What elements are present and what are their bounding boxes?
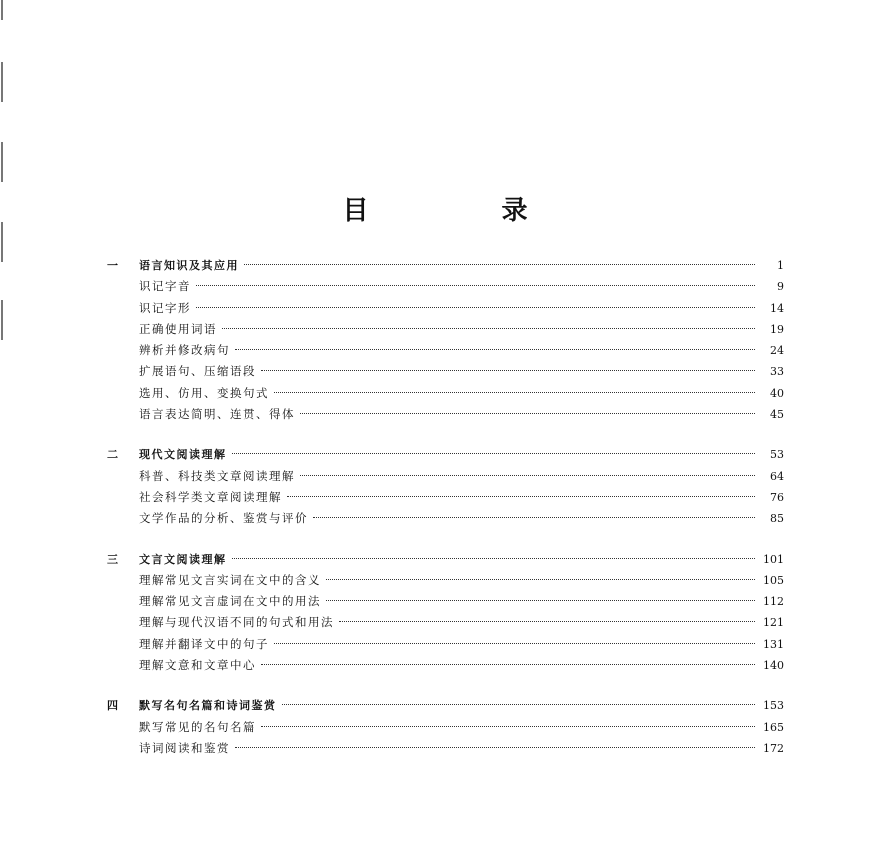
toc-section bbox=[0, 444, 870, 529]
toc-page-number: 40 bbox=[770, 386, 784, 400]
toc-entry-line bbox=[139, 612, 784, 633]
toc-entry-line bbox=[139, 549, 784, 570]
toc-page-number: 1 bbox=[777, 259, 784, 272]
dot-leader bbox=[196, 306, 755, 308]
toc-entry-line bbox=[139, 276, 784, 297]
toc-entry-line bbox=[139, 404, 784, 425]
toc-entry-title: 选用、仿用、变换句式 bbox=[139, 385, 269, 400]
toc-entry-title: 扩展语句、压缩语段 bbox=[139, 364, 256, 379]
toc-entry-line bbox=[139, 634, 784, 655]
toc-entry-title: 诗词阅读和鉴赏 bbox=[139, 740, 230, 755]
toc-page-number: 121 bbox=[763, 616, 784, 630]
toc-page-number: 24 bbox=[770, 344, 784, 358]
toc-entry-line bbox=[139, 738, 784, 759]
binding-edge-mark bbox=[1, 142, 3, 182]
toc-page-number: 14 bbox=[770, 301, 784, 315]
toc-section bbox=[0, 255, 870, 425]
toc-entry[interactable] bbox=[0, 466, 870, 487]
toc-entry[interactable] bbox=[0, 298, 870, 319]
dot-leader bbox=[261, 725, 755, 727]
toc-section-heading[interactable] bbox=[0, 255, 870, 276]
dot-leader bbox=[274, 642, 755, 644]
toc-section-heading[interactable] bbox=[0, 549, 870, 570]
toc-page-number: 140 bbox=[763, 659, 784, 673]
toc-section bbox=[0, 695, 870, 759]
section-number: 三 bbox=[107, 552, 118, 566]
toc-entry-title: 默写常见的名句名篇 bbox=[139, 719, 256, 734]
toc-entry[interactable] bbox=[0, 738, 870, 759]
toc-page-number: 45 bbox=[770, 408, 784, 422]
toc-page-number: 33 bbox=[770, 365, 784, 379]
toc-entry[interactable] bbox=[0, 591, 870, 612]
toc-entry-line bbox=[139, 508, 784, 529]
dot-leader bbox=[326, 578, 755, 580]
toc-page-number: 131 bbox=[763, 637, 784, 651]
dot-leader bbox=[222, 327, 755, 329]
toc-entry[interactable] bbox=[0, 717, 870, 738]
toc-page-number: 105 bbox=[763, 573, 784, 587]
toc-entry-line bbox=[139, 340, 784, 361]
toc-entry-title: 社会科学类文章阅读理解 bbox=[139, 489, 282, 504]
toc-section bbox=[0, 549, 870, 677]
toc-page-number: 53 bbox=[770, 448, 784, 462]
dot-leader bbox=[339, 620, 755, 622]
toc-entry-line bbox=[139, 383, 784, 404]
toc-entry-line bbox=[139, 361, 784, 382]
table-of-contents bbox=[0, 255, 870, 778]
toc-page-number: 153 bbox=[763, 699, 784, 713]
dot-leader bbox=[235, 746, 755, 748]
dot-leader bbox=[232, 452, 756, 454]
toc-entry-line bbox=[139, 319, 784, 340]
toc-page-number: 9 bbox=[777, 280, 784, 294]
section-number: 一 bbox=[107, 259, 118, 272]
toc-section-heading[interactable] bbox=[0, 695, 870, 716]
toc-page-number: 85 bbox=[770, 512, 784, 526]
toc-entry-line bbox=[139, 255, 784, 276]
toc-entry[interactable] bbox=[0, 361, 870, 382]
toc-entry-line bbox=[139, 655, 784, 676]
toc-entry[interactable] bbox=[0, 340, 870, 361]
toc-page-number: 172 bbox=[763, 741, 784, 755]
toc-entry-title: 文学作品的分析、鉴赏与评价 bbox=[139, 511, 308, 526]
toc-entry-line bbox=[139, 487, 784, 508]
toc-entry[interactable] bbox=[0, 655, 870, 676]
dot-leader bbox=[287, 495, 755, 497]
binding-edge-mark bbox=[1, 0, 3, 20]
toc-section-heading[interactable] bbox=[0, 444, 870, 465]
toc-entry-title: 科普、科技类文章阅读理解 bbox=[139, 468, 295, 483]
toc-page-number: 112 bbox=[763, 595, 784, 609]
toc-entry-title: 理解常见文言虚词在文中的用法 bbox=[139, 594, 321, 609]
dot-leader bbox=[261, 663, 755, 665]
toc-entry-title: 理解文意和文章中心 bbox=[139, 658, 256, 673]
toc-entry-title: 现代文阅读理解 bbox=[139, 448, 227, 462]
page-title: 目 录 bbox=[342, 196, 590, 226]
toc-entry-title: 识记字音 bbox=[139, 279, 191, 294]
dot-leader bbox=[261, 369, 755, 371]
dot-leader bbox=[196, 284, 755, 286]
dot-leader bbox=[244, 263, 755, 265]
dot-leader bbox=[282, 703, 756, 705]
toc-entry-line bbox=[139, 591, 784, 612]
dot-leader bbox=[232, 557, 756, 559]
toc-entry[interactable] bbox=[0, 383, 870, 404]
toc-entry-title: 理解与现代汉语不同的句式和用法 bbox=[139, 615, 334, 630]
toc-entry[interactable] bbox=[0, 404, 870, 425]
toc-entry-line bbox=[139, 466, 784, 487]
toc-entry[interactable] bbox=[0, 487, 870, 508]
dot-leader bbox=[313, 516, 755, 518]
dot-leader bbox=[300, 412, 755, 414]
toc-entry[interactable] bbox=[0, 508, 870, 529]
toc-page-number: 101 bbox=[763, 552, 784, 566]
toc-entry-title: 默写名句名篇和诗词鉴赏 bbox=[139, 699, 277, 713]
toc-entry[interactable] bbox=[0, 570, 870, 591]
dot-leader bbox=[274, 391, 755, 393]
toc-entry-line bbox=[139, 695, 784, 716]
toc-entry-line bbox=[139, 298, 784, 319]
toc-entry-title: 理解常见文言实词在文中的含义 bbox=[139, 572, 321, 587]
toc-entry-title: 语言表达简明、连贯、得体 bbox=[139, 407, 295, 422]
toc-entry[interactable] bbox=[0, 319, 870, 340]
toc-entry-line bbox=[139, 717, 784, 738]
toc-page-number: 76 bbox=[770, 490, 784, 504]
dot-leader bbox=[300, 474, 755, 476]
binding-edge-mark bbox=[1, 62, 3, 102]
toc-entry[interactable] bbox=[0, 612, 870, 633]
toc-entry-title: 辨析并修改病句 bbox=[139, 343, 230, 358]
toc-entry-line bbox=[139, 444, 784, 465]
toc-entry[interactable] bbox=[0, 634, 870, 655]
toc-page-number: 64 bbox=[770, 469, 784, 483]
section-number: 二 bbox=[107, 448, 118, 462]
toc-entry-title: 正确使用词语 bbox=[139, 321, 217, 336]
toc-entry-title: 语言知识及其应用 bbox=[139, 259, 239, 272]
toc-entry-title: 文言文阅读理解 bbox=[139, 552, 227, 566]
toc-entry-line bbox=[139, 570, 784, 591]
toc-page-number: 19 bbox=[770, 322, 784, 336]
dot-leader bbox=[326, 599, 755, 601]
section-number: 四 bbox=[107, 699, 118, 713]
toc-entry-title: 理解并翻译文中的句子 bbox=[139, 636, 269, 651]
toc-page-number: 165 bbox=[763, 720, 784, 734]
toc-entry-title: 识记字形 bbox=[139, 300, 191, 315]
toc-entry[interactable] bbox=[0, 276, 870, 297]
dot-leader bbox=[235, 348, 755, 350]
